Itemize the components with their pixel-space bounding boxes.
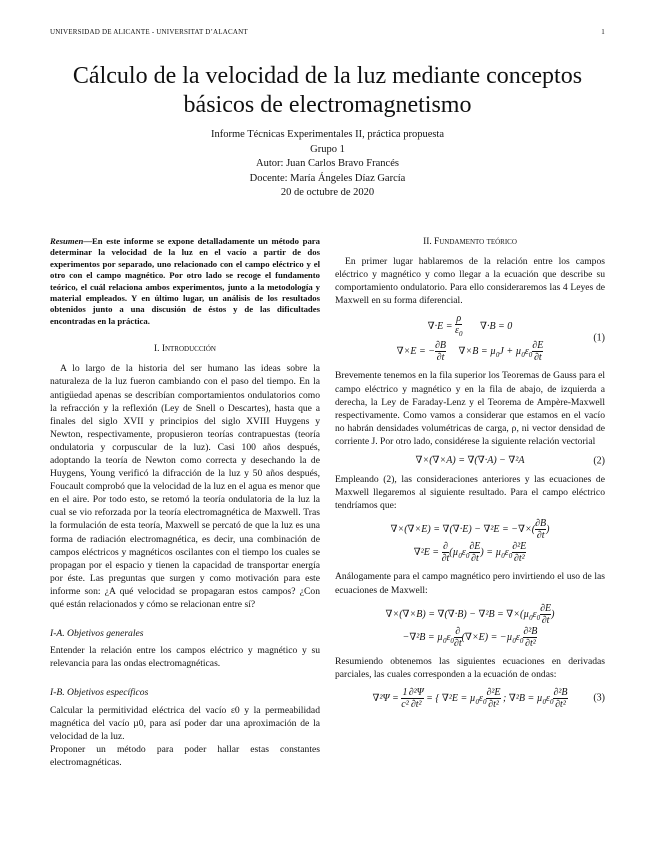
intro-paragraph: A lo largo de la historia del ser humano las ideas sobre la naturaleza de la luz fueron cambiando con el paso del tiempo. En la antigüedad apenas se describían comportamientos ondulatorios como la refracción y la reflexión (Ley de Snell o Descartes), hasta que a finales del siglo XVII y principios del siglo XVIII Huygens y Newton, respectivamente, propusieron teorías contrapuestas (teoría ondulatoria y corpuscular de la luz). Casi 100 años después, adoptando la teoría de Newton como correcta y desechando la de Huygens, Young verificó la difracción de la luz y 50 años después, Foucault comprobó que la velocidad de la luz en el agua es menor que en el aire. Por todo esto, se retomó la teoría ondulatoria de la luz la cual se vio reforzada por la teoría electromagnética de Maxwell. Tras la formulación de esta teoría, Maxwell se percató de que la luz es una forma de radiación electromagnética, es decir, una combinación de campos eléctricos y magnéticos oscilantes con el tiempo los cuales se propagan por el espacio y tienen la capacidad de transportar energía por éste. Las preguntas que surgen y como motivación para este informe son: ¿A qué velocidad se propagaran estos campos? ¿Con qué están relacionados y cómo se relacionan entre sí? — [50, 363, 320, 611]
equation-vector-identity: ∇×(∇×A) = ∇(∇·A) − ∇²A (2) — [415, 455, 605, 467]
abstract-text: —En este informe se expone detalladamente un método para determinar la velocidad de la luz en el vacío a partir de dos experimentos por separado, uno relacionado con el campo eléctrico y el otro con el campo magnético. Por otro lado se recoge el fundamento teórico, el cuál relaciona ambos experimentos, junto a la metodología y material empleados. Y en último lugar, un análisis de los resultados obtenidos junto a una discusión de éstos y de las dificultades encontradas en la práctica. — [50, 236, 320, 326]
ib-paragraph-1: Calcular la permitividad eléctrica del vacío ε0 y la permeabilidad magnética del vacío µ0, para así poder dar una aproximación de la velocidad de la luz. — [50, 704, 320, 742]
right-column — [335, 236, 605, 716]
ii-paragraph-2: Brevemente tenemos en la fila superior los Teoremas de Gauss para el campo eléctrico y magnético y en la fila de abajo, de izquierda a derecha, la Ley de Faraday-Lenz y el Teorema de Ampère-Maxwell respectivamente. Como vamos a considerar que estamos en el vacío no habrán densidades volumétricas de carga, ρ, ni vector densidad de corriente J. Por otro lado, considérese la siguiente relación vectorial — [335, 370, 605, 447]
paper-title: Cálculo de la velocidad de la luz mediante conceptos básicos de electromagnetismo — [72, 63, 583, 118]
subsection-ia-title: I-A. Objetivos generales — [50, 628, 144, 640]
left-column — [50, 236, 320, 769]
equation-number-1: (1) — [593, 332, 605, 344]
meta-report: Informe Técnicas Experimentales II, práctica propuesta — [210, 129, 445, 140]
section-ii-title: II. Fundamento teórico — [423, 237, 517, 247]
abstract — [50, 236, 320, 327]
header-institution: UNIVERSIDAD DE ALICANTE - UNIVERSITAT D’ALACANT — [50, 28, 248, 36]
section-intro-title: I. Introducción — [154, 344, 216, 355]
paper-meta — [100, 128, 555, 201]
ii-paragraph-3: Empleando (2), las consideraciones anteriores y las ecuaciones de Maxwell llegaremos al siguiente resultado. Para el campo eléctrico tendríamos que: — [335, 474, 605, 512]
equation-magnetic-wave: $\nabla\times(\nabla\times B) = \nabla(\nabla\cdot B) - \nabla^2B = \nabla\times(\mu_0\varepsilon_0$ $\frac{\partial E}{\partial t}$ ) $-\nabla^2B = \mu_0\varepsilon_0$ $\frac{\partial}{\partial t}$ $(\nabla\times E) = -\mu_0\varepsilon_0$ $\frac{\text{∂²B}}{\text{∂t²}}$ — [385, 602, 555, 649]
ib-paragraph-2: Proponer un método para poder hallar estas constantes electromagnéticas. — [50, 743, 320, 768]
running-header — [50, 28, 605, 36]
ii-paragraph-1: En primer lugar hablaremos de la relación entre los campos eléctrico y magnético y como llegar a la ecuación que describe su comportamiento ondulatorio. Para ello consideraremos las 4 Leyes de Maxwell en su forma diferencial. — [335, 256, 605, 307]
meta-group: Grupo 1 — [310, 143, 345, 155]
abstract-label: Resumen — [50, 236, 84, 246]
meta-date: 20 de octubre de 2020 — [280, 187, 375, 198]
equation-number-3: (3) — [593, 692, 605, 704]
equation-number-2: (2) — [593, 455, 605, 467]
equation-wave: ∇²Ψ = $\frac{1}{\text{c²}}$ $\frac{\text{∂²Ψ}}{\text{∂t²}}$ = { $\nabla^2E = \mu_0\varepsilon_0$ $\frac{\text{∂²E}}{\text{∂t²}}$ ; $\nabla^2B = \mu_0\varepsilon_0$ $\frac{\text{∂²B}}{\text{∂t²}}$ (3) — [372, 686, 605, 710]
ii-paragraph-4: Análogamente para el campo magnético pero invirtiendo el uso de las ecuaciones de Maxwell: — [335, 571, 605, 596]
page-number: 1 — [601, 28, 605, 36]
ii-paragraph-5: Resumiendo obtenemos las siguientes ecuaciones en derivadas parciales, las cuales corresponden a la ecuación de ondas: — [335, 655, 605, 680]
equation-electric-wave: ∇×(∇×E) = ∇(∇·E) − ∇²E = −∇×( $\frac{\partial B}{\partial t}$ ) ∇²E = $\frac{\partial}{\partial t}$ ($\mu_0\varepsilon_0$ $\frac{\partial E}{\partial t}$ ) = $\mu_0\varepsilon_0$ $\frac{\text{∂²E}}{\text{∂t²}}$ — [390, 518, 550, 565]
meta-author: Autor: Juan Carlos Bravo Francés — [256, 158, 399, 169]
subsection-ib-title: I-B. Objetivos específicos — [50, 687, 149, 699]
meta-teacher: Docente: María Ángeles Díaz García — [249, 172, 406, 184]
ia-paragraph: Entender la relación entre los campos eléctrico y magnético y su relevancia para las ondas electromagnéticas. — [50, 645, 320, 670]
equation-maxwell: ∇·E = $\frac{\rho}{\varepsilon_0}$ ∇·B = 0 ∇×E = − $\frac{\partial B}{\partial t}$ $\nabla\times B = \mu_0J + \mu_0\varepsilon_0$ $\frac{\partial E}{\partial t}$ (1) — [396, 313, 605, 364]
